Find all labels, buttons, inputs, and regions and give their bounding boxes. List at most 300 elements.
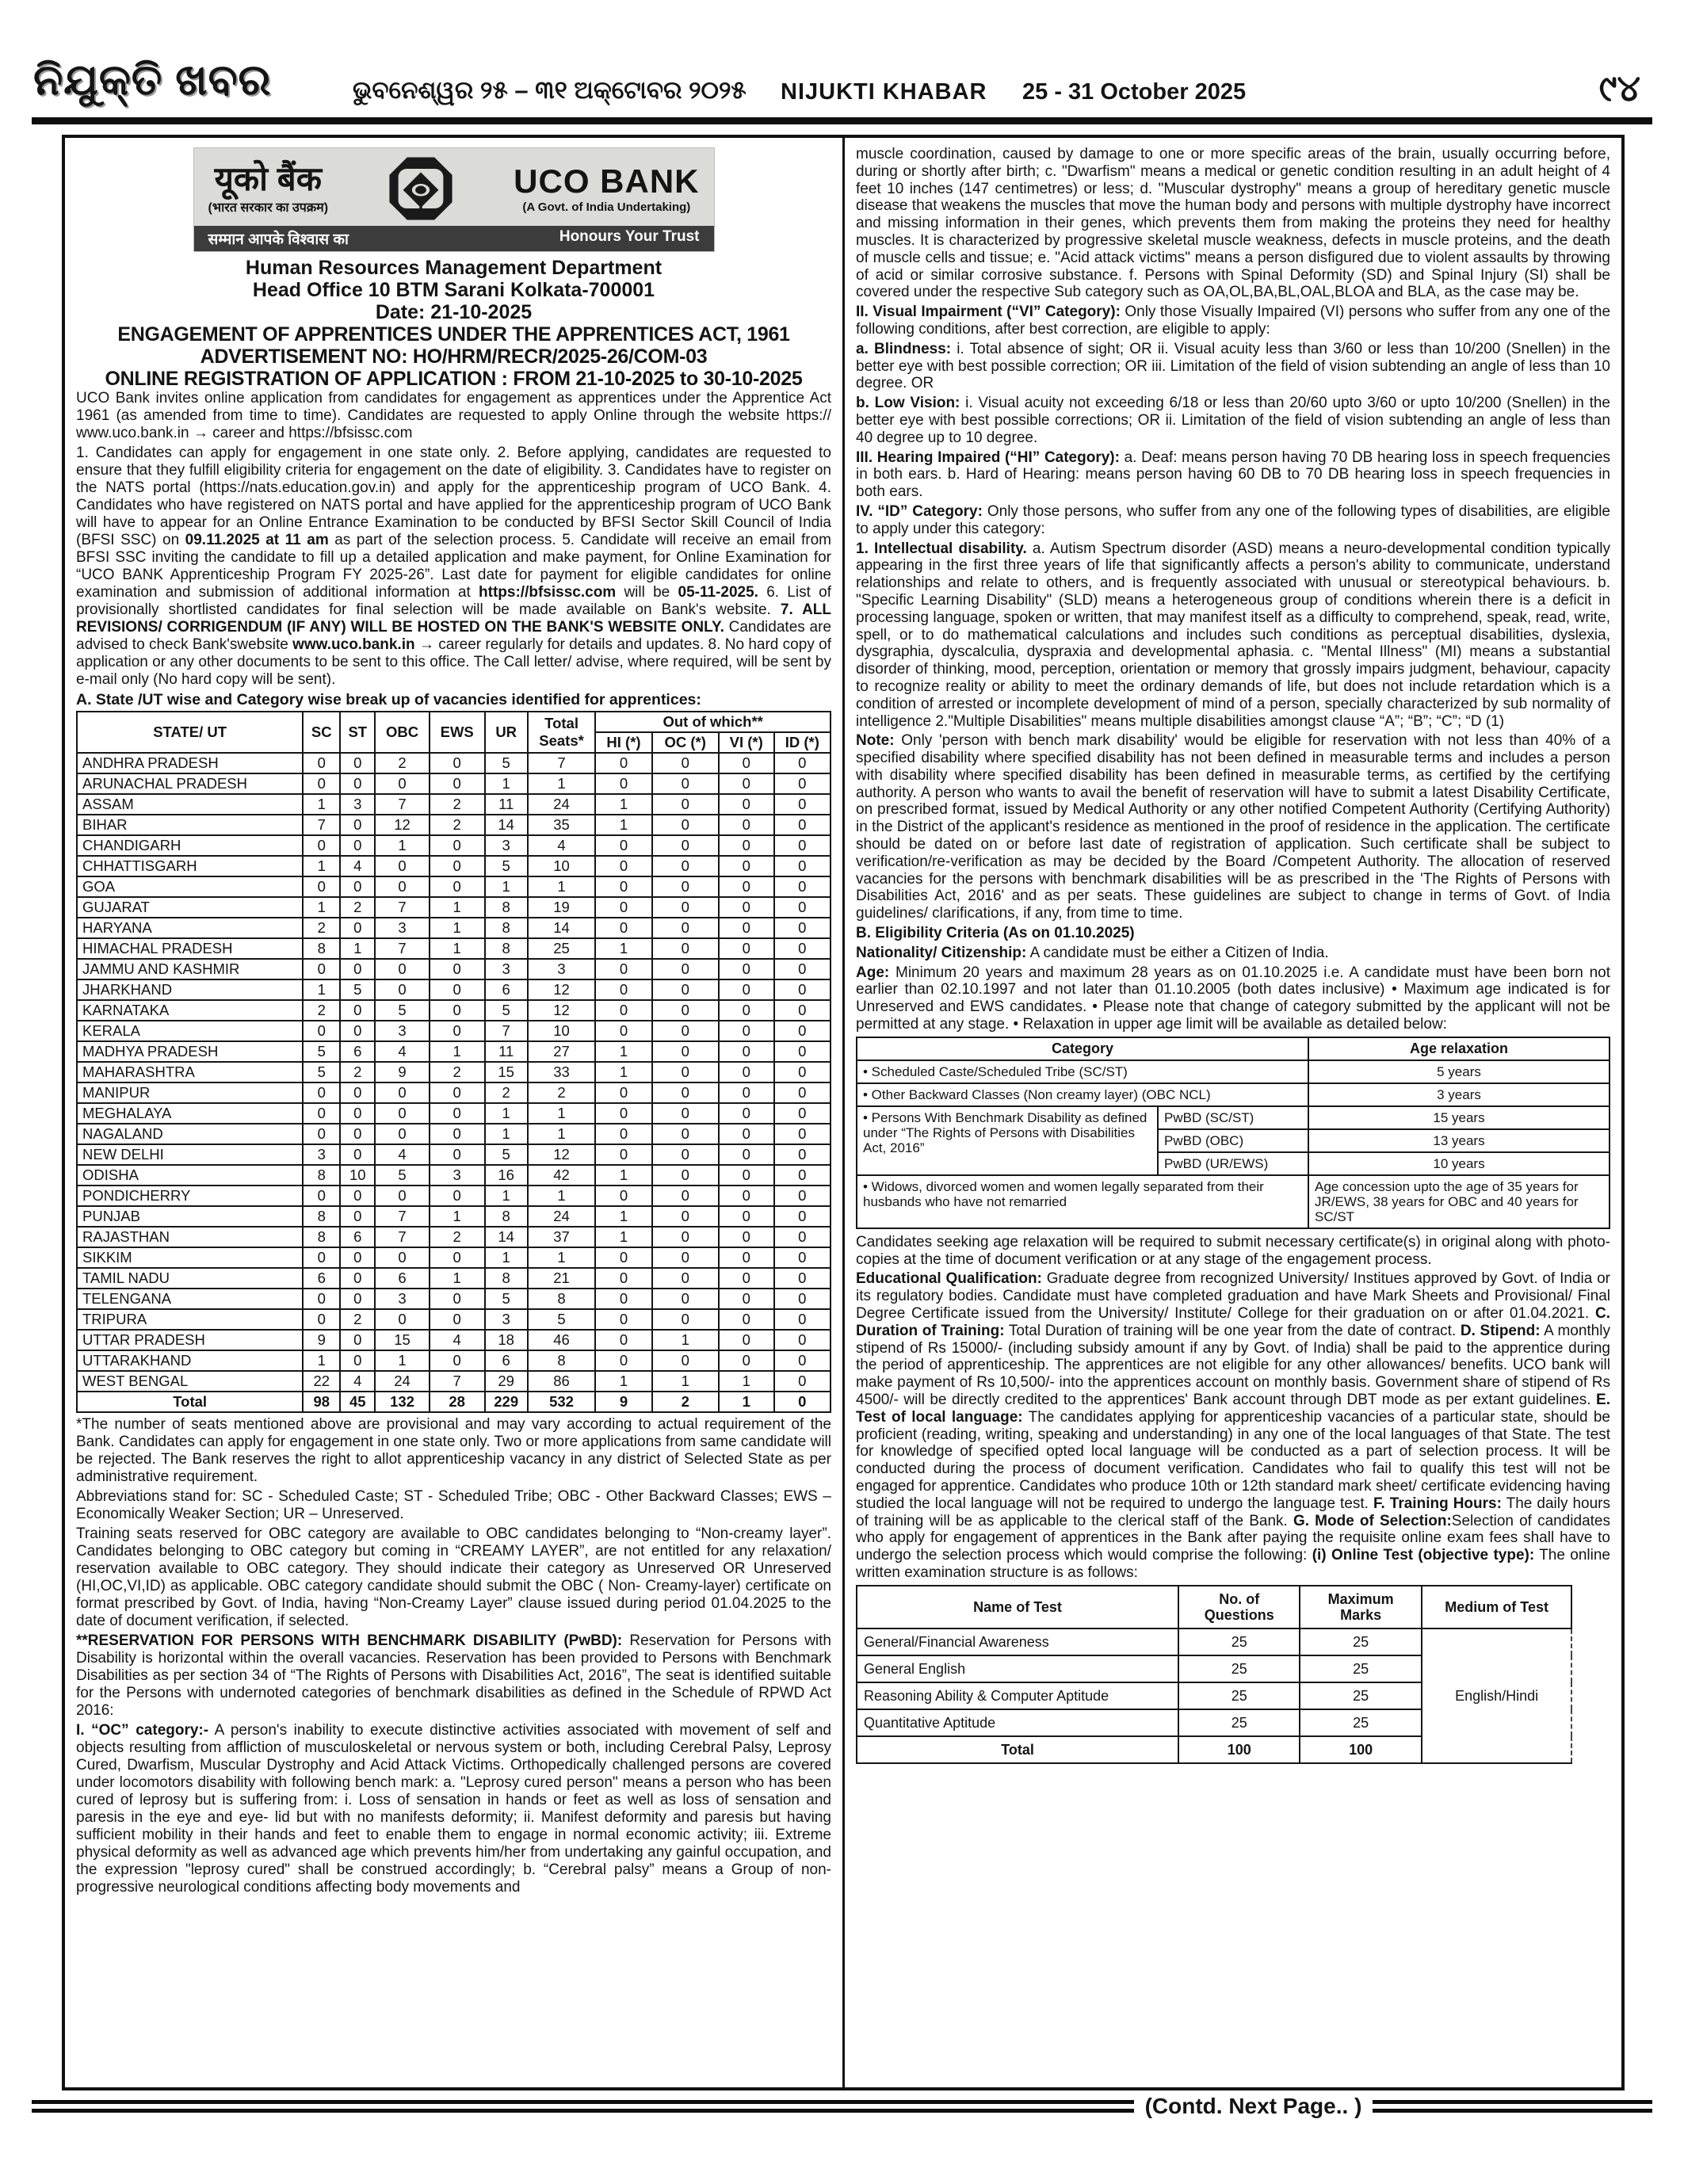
count-cell: 0 — [774, 1062, 831, 1082]
count-cell: 0 — [774, 753, 831, 773]
count-cell: 16 — [485, 1165, 528, 1186]
text-run: Candidates are advised to check Bank'swebsite — [76, 619, 831, 653]
exam-col-name: Name of Test — [857, 1586, 1178, 1628]
state-row — [77, 979, 831, 1000]
count-cell: 1 — [485, 876, 528, 897]
count-cell: 0 — [774, 1289, 831, 1309]
count-cell: 0 — [719, 835, 774, 856]
age-relaxation-note — [856, 1234, 1610, 1269]
count-cell: 0 — [719, 959, 774, 979]
count-cell: 0 — [303, 1186, 340, 1206]
header-rule — [32, 117, 1652, 124]
count-cell: 12 — [375, 815, 429, 835]
bold-run: 7. ALL REVISIONS/ CORRIGENDUM (IF ANY) WILL BE HOSTED ON THE BANK'S WEBSITE ONLY. — [76, 601, 832, 636]
count-cell: 0 — [430, 876, 485, 897]
count-cell: 0 — [303, 876, 340, 897]
count-cell: 1 — [528, 876, 596, 897]
footer-rule — [32, 2094, 1652, 2118]
count-cell: 0 — [719, 856, 774, 876]
count-cell: 0 — [375, 876, 429, 897]
count-cell: 0 — [375, 1309, 429, 1330]
text-run: Only those persons, who suffer from any one of the following types of disabilities, are eligible to apply under this category: — [856, 502, 1610, 537]
count-cell: 0 — [774, 1206, 831, 1227]
intro-paragraph — [76, 390, 831, 442]
newspaper-header — [0, 0, 1684, 127]
count-cell: 0 — [719, 1124, 774, 1144]
count-cell: 8 — [485, 897, 528, 918]
count-cell: 22 — [303, 1371, 340, 1392]
count-cell: 5 — [375, 1165, 429, 1186]
exam-total-questions: 100 — [1178, 1736, 1300, 1763]
count-cell: 0 — [774, 1103, 831, 1124]
text-run: *The number of seats mentioned above are provisional and may vary according to actual requirement of the Bank. Candidates can apply for engagement in one state only. Two or more applications from same candidate will be rejected. The Bank reserves the right to allot apprenticeship vacancy in any district of Selected State as per administrative requirement. — [76, 1416, 831, 1485]
count-cell: 12 — [528, 979, 596, 1000]
count-cell: 0 — [340, 959, 375, 979]
bold-run: I. “OC” category:- — [76, 1722, 209, 1739]
bold-run: 05-11-2025. — [678, 584, 758, 601]
count-cell: 8 — [485, 938, 528, 959]
count-cell: 0 — [719, 1227, 774, 1247]
col-header-total: Total Seats* — [528, 712, 596, 753]
count-cell: 0 — [652, 1082, 719, 1103]
count-cell: 1 — [528, 773, 596, 794]
age-row-pwbd-value-2: 10 years — [1308, 1152, 1610, 1175]
count-cell: 1 — [485, 1124, 528, 1144]
state-cell: SIKKIM — [77, 1247, 303, 1268]
state-row — [77, 1041, 831, 1062]
count-cell: 5 — [485, 753, 528, 773]
logo-hindi-block — [208, 162, 329, 216]
count-cell: 5 — [485, 1000, 528, 1021]
count-cell: 0 — [595, 918, 651, 938]
count-cell: 0 — [430, 1289, 485, 1309]
count-cell: 0 — [430, 1082, 485, 1103]
count-cell: 0 — [303, 1082, 340, 1103]
state-cell: KARNATAKA — [77, 1000, 303, 1021]
text-run: a. Deaf: means person having 70 DB hearing loss in speech frequencies in both ears. b. Hard of Hearing: means person having 60 DB to 70 DB hearing loss in speech frequencies in both ears. — [856, 449, 1610, 501]
left-column — [65, 138, 845, 2087]
count-cell: 0 — [719, 1186, 774, 1206]
count-cell: 0 — [719, 1021, 774, 1041]
state-cell: JAMMU AND KASHMIR — [77, 959, 303, 979]
text-run: → career regularly for details and updates. 8. No hard copy of application or any other documents to be sent to this office. The Call letter/ advise, where required, will be sent by e-mail only (No hard copy will be sent). — [76, 636, 831, 688]
state-row — [77, 1000, 831, 1021]
state-row — [77, 959, 831, 979]
state-row — [77, 1144, 831, 1165]
state-row — [77, 1062, 831, 1082]
count-cell: 0 — [340, 1144, 375, 1165]
count-cell: 0 — [595, 876, 651, 897]
bold-run: E. Test of local language: — [856, 1392, 1610, 1426]
state-cell: HIMACHAL PRADESH — [77, 938, 303, 959]
text-run: Only those Visually Impaired (VI) persons who suffer from any one of the following conditions, after best correction, are eligible to apply: — [856, 304, 1611, 338]
count-cell: 0 — [340, 1103, 375, 1124]
count-cell: 0 — [430, 773, 485, 794]
count-cell: 7 — [485, 1021, 528, 1041]
count-cell: 1 — [375, 835, 429, 856]
state-row — [77, 794, 831, 815]
bold-run: Nationality/ Citizenship: — [856, 944, 1027, 961]
count-cell: 0 — [430, 1186, 485, 1206]
count-cell: 15 — [375, 1330, 429, 1350]
count-cell: 10 — [528, 1021, 596, 1041]
count-cell: 0 — [652, 979, 719, 1000]
count-cell: 0 — [595, 1000, 651, 1021]
count-cell: 0 — [340, 1124, 375, 1144]
text-run: The daily hours of training will be as applicable to the clerical staff of the Bank. — [856, 1495, 1611, 1529]
count-cell: 0 — [375, 1186, 429, 1206]
count-cell: 0 — [303, 1021, 340, 1041]
count-cell: 0 — [303, 773, 340, 794]
state-cell: PONDICHERRY — [77, 1186, 303, 1206]
count-cell: 2 — [340, 897, 375, 918]
count-cell: 0 — [652, 938, 719, 959]
count-cell: 0 — [774, 1186, 831, 1206]
count-cell: 3 — [375, 1021, 429, 1041]
col-header-oc: OC (*) — [652, 732, 719, 753]
state-cell: MANIPUR — [77, 1082, 303, 1103]
count-cell: 6 — [375, 1268, 429, 1289]
state-row — [77, 1289, 831, 1309]
age-relaxation-table — [856, 1037, 1610, 1229]
count-cell: 0 — [774, 897, 831, 918]
count-cell: 0 — [595, 1124, 651, 1144]
state-cell: TRIPURA — [77, 1309, 303, 1330]
count-cell: 2 — [430, 1227, 485, 1247]
age-row-pwbd-sub-1: PwBD (OBC) — [1158, 1129, 1308, 1152]
count-cell: 1 — [719, 1371, 774, 1392]
age-row-pwbd-sub-2: PwBD (UR/EWS) — [1158, 1152, 1308, 1175]
state-cell: RAJASTHAN — [77, 1227, 303, 1247]
col-header-sc: SC — [303, 712, 340, 753]
count-cell: 0 — [303, 1247, 340, 1268]
count-cell: 1 — [595, 1041, 651, 1062]
state-cell: ASSAM — [77, 794, 303, 815]
age-row-widows-category: • Widows, divorced women and women legally separated from their husbands who have not remarried — [857, 1175, 1308, 1228]
state-cell: MAHARASHTRA — [77, 1062, 303, 1082]
count-cell: 0 — [774, 1247, 831, 1268]
state-cell: HARYANA — [77, 918, 303, 938]
state-cell: WEST BENGAL — [77, 1371, 303, 1392]
department-line: Human Resources Management Department — [245, 257, 663, 279]
count-cell: 27 — [528, 1041, 596, 1062]
count-cell: 0 — [774, 1144, 831, 1165]
count-cell: 0 — [375, 1247, 429, 1268]
text-run: A person's inability to execute distinctive activities associated with movement of self and objects resulting from affliction of musculoskeletal or nervous system or both, including Cerebral Palsy, Leprosy Cured, Dwarfism, Muscular Dystrophy and Acid Attack Victims. Orthopedically challenged persons are covered under locomotors disability with following bench mark: a. "Leprosy cured person" means a person who has been cured of leprosy but is suffering from: i. Loss of sensation in hands or feet as well as loss of sensation and paresis in the eye and eye- lid but with no manifests deformity; ii. Manifest deformity and paresis but having sufficient mobility in their hands and feet to enable them to engage in normal economic activity; iii. Extreme physical deformity as well as advanced age which prevents him/her from undertaking any gainful occupation, and the expression "leprosy cured" shall be construed accordingly; b. “Cerebral palsy” means a Group of non-progressive neurological conditions affecting body movements and — [76, 1722, 831, 1896]
col-header-ur: UR — [485, 712, 528, 753]
count-cell: 12 — [528, 1144, 596, 1165]
state-cell: MADHYA PRADESH — [77, 1041, 303, 1062]
count-cell: 4 — [375, 1144, 429, 1165]
count-cell: 0 — [774, 1268, 831, 1289]
count-cell: 0 — [774, 1082, 831, 1103]
count-cell: 0 — [719, 897, 774, 918]
right-column — [845, 138, 1621, 2087]
count-cell: 0 — [375, 773, 429, 794]
bold-run: **RESERVATION FOR PERSONS WITH BENCHMARK DISABILITY (PwBD): — [76, 1632, 623, 1649]
hearing-impaired-paragraph — [856, 449, 1610, 501]
age-row-pwbd-sub-0: PwBD (SC/ST) — [1158, 1106, 1308, 1129]
state-row — [77, 1165, 831, 1186]
count-cell: 0 — [719, 1330, 774, 1350]
count-cell: 0 — [774, 1124, 831, 1144]
text-run: i. Total absence of sight; OR ii. Visual acuity less than 3/60 or less than 10/200 (Snellen) in the better eye with best possible correction; OR iii. Limitation of the field of vision subtending an angle of less than 10 degree. OR — [856, 340, 1611, 392]
text-run: 6. List of provisionally shortlisted candidates for final selection will be made available on Bank's website. — [76, 584, 831, 618]
count-cell: 6 — [340, 1227, 375, 1247]
state-cell: CHANDIGARH — [77, 835, 303, 856]
count-cell: 1 — [430, 897, 485, 918]
text-run: Minimum 20 years and maximum 28 years as on 01.10.2025 i.e. A candidate must have been born not earlier than 02.10.1997 and not later than 01.10.2005 (both dates inclusive) • Maximum age indicated is for Unreserved and EWS candidates. • Please note that change of category submitted by the applicant will not be permitted at any stage. • Relaxation in upper age limit will be available as detailed below: — [856, 964, 1610, 1033]
count-cell: 0 — [340, 1021, 375, 1041]
count-cell: 0 — [652, 1309, 719, 1330]
count-cell: 0 — [652, 856, 719, 876]
count-cell: 0 — [774, 979, 831, 1000]
count-cell: 6 — [303, 1268, 340, 1289]
count-cell: 0 — [774, 1330, 831, 1350]
count-cell: 0 — [375, 959, 429, 979]
count-cell: 1 — [595, 1165, 651, 1186]
count-cell: 0 — [595, 1103, 651, 1124]
count-cell: 0 — [430, 979, 485, 1000]
exam-row-3-marks: 25 — [1300, 1709, 1421, 1736]
state-row — [77, 897, 831, 918]
count-cell: 0 — [774, 938, 831, 959]
ad-title: ENGAGEMENT OF APPRENTICES UNDER THE APPRENTICES ACT, 1961 — [117, 323, 790, 346]
count-cell: 1 — [340, 938, 375, 959]
col-header-out-of-which: Out of which** — [595, 712, 831, 732]
count-cell: 0 — [340, 1268, 375, 1289]
count-cell: 0 — [652, 1144, 719, 1165]
state-row — [77, 1309, 831, 1330]
exam-row-1-marks: 25 — [1300, 1655, 1421, 1682]
count-cell: 0 — [774, 918, 831, 938]
count-cell: 7 — [303, 815, 340, 835]
count-cell: 14 — [485, 1227, 528, 1247]
count-cell: 0 — [774, 959, 831, 979]
count-cell: 4 — [340, 1371, 375, 1392]
logo-strip — [194, 226, 714, 251]
count-cell: 0 — [774, 1000, 831, 1021]
note-seats — [76, 1416, 831, 1486]
state-row — [77, 856, 831, 876]
state-row — [77, 815, 831, 835]
count-cell: 1 — [430, 1268, 485, 1289]
count-cell: 0 — [652, 1103, 719, 1124]
count-cell: 24 — [528, 794, 596, 815]
count-cell: 2 — [340, 1062, 375, 1082]
count-cell: 6 — [485, 1350, 528, 1371]
exam-row-1-questions: 25 — [1178, 1655, 1300, 1682]
count-cell: 0 — [340, 1330, 375, 1350]
exam-row-0-questions: 25 — [1178, 1628, 1300, 1655]
count-cell: 0 — [719, 1268, 774, 1289]
col-header-id: ID (*) — [774, 732, 831, 753]
col-header-hi: HI (*) — [595, 732, 651, 753]
exam-row-0-marks: 25 — [1300, 1628, 1421, 1655]
count-cell: 0 — [340, 1082, 375, 1103]
count-cell: 3 — [340, 794, 375, 815]
bold-run: 1. Intellectual disability. — [856, 540, 1027, 557]
state-row — [77, 938, 831, 959]
text-run: Abbreviations stand for: SC - Scheduled Caste; ST - Scheduled Tribe; OBC - Other Backward Classes; EWS – Economically Weaker Section; UR – Unreserved. — [76, 1488, 831, 1522]
exam-row-2-marks: 25 — [1300, 1682, 1421, 1709]
count-cell: 1 — [485, 1186, 528, 1206]
count-cell: 8 — [528, 1350, 596, 1371]
count-cell: 3 — [528, 959, 596, 979]
uco-bank-logo-box — [193, 147, 715, 252]
count-cell: 11 — [485, 1041, 528, 1062]
footer-bar-bottom — [32, 2109, 1652, 2113]
count-cell: 0 — [340, 835, 375, 856]
state-row — [77, 1227, 831, 1247]
count-cell: 5 — [485, 856, 528, 876]
state-cell: UTTAR PRADESH — [77, 1330, 303, 1350]
text-run: Only 'person with bench mark disability' would be eligible for reservation with not less than 40% of a specified disability where specified disability has not been defined in measurable terms and includes a person with disability where specified disability has been defined in measurable terms, as certified by the certifying authority. A person who wants to avail the benefit of reservation will have to submit a latest Disability Certificate, on prescribed format, issued by Medical Authority or any other notified Competent Authority (Certifying Authority) in the District of the applicant's residence as mentioned in the proof of residence in the application. The certificate should be dated on or before last date of registration of application. Such certificate shall be subject to verification/re-verification as may be decided by the Board /Competent Authority. The allocation of reserved vacancies for the persons with benchmark disabilities will be as prescribed in the 'The Rights of Persons with Disabilities Act, 2016' and as per seats. These guidelines are subject to change in terms of Govt. of India guidelines/ clarifications, if any, from time to time. — [856, 732, 1610, 922]
count-cell: 0 — [774, 1309, 831, 1330]
state-row — [77, 835, 831, 856]
count-cell: 8 — [303, 1227, 340, 1247]
count-cell: 0 — [774, 1392, 831, 1412]
col-header-st: ST — [340, 712, 375, 753]
count-cell: 7 — [375, 897, 429, 918]
age-row-widows-value: Age concession upto the age of 35 years for JR/EWS, 38 years for OBC and 40 years for SC/ST — [1308, 1175, 1610, 1228]
state-cell: BIHAR — [77, 815, 303, 835]
state-cell: PUNJAB — [77, 1206, 303, 1227]
count-cell: 2 — [303, 1000, 340, 1021]
count-cell: 2 — [340, 1309, 375, 1330]
count-cell: 1 — [595, 794, 651, 815]
note-oc-category — [76, 1722, 831, 1896]
count-cell: 14 — [485, 815, 528, 835]
count-cell: 5 — [303, 1062, 340, 1082]
text-run: as part of the selection process. 5. Candidate will receive an email from BFSI SSC inviting the candidate to fill up a detailed application and make payment, for Online Examination for “UCO BANK Apprenticeship Program FY 2025-26”. Last date for payment for eligible candidates for online examination and submission of additional information at — [76, 532, 832, 601]
count-cell: 3 — [375, 1289, 429, 1309]
text-run: A monthly stipend of Rs 15000/- (including subsidy amount if any by Govt. of India) shall be paid to the apprentice during the period of apprenticeship. The apprentices are not eligible for any other allowances/ benefits. UCO bank will make payment of Rs 10,500/- into the apprentices account on monthly basis. Government share of stipend of Rs 4500/- will be directly credited to the apprentices' Bank account through DBT mode as per extant guidelines. — [856, 1322, 1610, 1409]
text-run: Reservation for Persons with Disability is horizontal within the overall vacancies. Reservation has been provided to Persons with Benchmark Disabilities as per section 34 of “The Rights of Persons with Disabilities Act, 2016”, The seat is identified suitable for the Persons with undernoted categories of benchmark disabilities as defined in the Schedule of RPWD Act 2016: — [76, 1632, 832, 1719]
count-cell: 0 — [375, 1082, 429, 1103]
count-cell: 0 — [652, 1350, 719, 1371]
count-cell: 0 — [595, 773, 651, 794]
count-cell: 37 — [528, 1227, 596, 1247]
count-cell: 0 — [652, 1124, 719, 1144]
ad-number: ADVERTISEMENT NO: HO/HRM/RECR/2025-26/COM-03 — [200, 346, 708, 368]
count-cell: 0 — [652, 1268, 719, 1289]
count-cell: 18 — [485, 1330, 528, 1350]
count-cell: 0 — [595, 1309, 651, 1330]
bank-name-english: UCO BANK — [514, 162, 700, 200]
bold-run: B. Eligibility Criteria (As on 01.10.2025) — [856, 925, 1135, 942]
count-cell: 0 — [719, 918, 774, 938]
page-number: ୯୪ — [1598, 67, 1640, 109]
count-cell: 0 — [595, 856, 651, 876]
state-row — [77, 1371, 831, 1392]
count-cell: 8 — [303, 1165, 340, 1186]
eligibility-criteria-heading — [856, 925, 1610, 942]
count-cell: 42 — [528, 1165, 596, 1186]
count-cell: 1 — [430, 918, 485, 938]
exam-row-3-questions: 25 — [1178, 1709, 1300, 1736]
count-cell: 3 — [375, 918, 429, 938]
state-cell: NAGALAND — [77, 1124, 303, 1144]
state-row — [77, 1186, 831, 1206]
count-cell: 0 — [340, 876, 375, 897]
count-cell: 0 — [719, 815, 774, 835]
text-run: A candidate must be either a Citizen of India. — [1026, 944, 1329, 961]
text-run: Candidates seeking age relaxation will be required to submit necessary certificate(s) in original along with photo- copies at the time of document verification or at any stage of the engagement process. — [856, 1233, 1610, 1268]
count-cell: 4 — [430, 1330, 485, 1350]
count-cell: 25 — [528, 938, 596, 959]
count-cell: 0 — [719, 1350, 774, 1371]
continued-next-page: (Contd. Next Page.. ) — [1134, 2094, 1373, 2119]
count-cell: 12 — [528, 1000, 596, 1021]
state-cell: ODISHA — [77, 1165, 303, 1186]
count-cell: 1 — [303, 897, 340, 918]
count-cell: 35 — [528, 815, 596, 835]
count-cell: 0 — [719, 1041, 774, 1062]
count-cell: 0 — [375, 1124, 429, 1144]
visual-impairment-paragraph — [856, 304, 1610, 338]
count-cell: 0 — [430, 1247, 485, 1268]
count-cell: 10 — [528, 856, 596, 876]
count-cell: 0 — [719, 1247, 774, 1268]
count-cell: 2 — [485, 1082, 528, 1103]
count-cell: 14 — [528, 918, 596, 938]
count-cell: 1 — [303, 856, 340, 876]
office-line: Head Office 10 BTM Sarani Kolkata-700001 — [252, 279, 655, 301]
state-cell: Total — [77, 1392, 303, 1412]
age-row-pwbd-value-1: 13 years — [1308, 1129, 1610, 1152]
count-cell: 1 — [485, 1247, 528, 1268]
count-cell: 0 — [652, 1206, 719, 1227]
count-cell: 0 — [595, 1082, 651, 1103]
count-cell: 1 — [528, 1124, 596, 1144]
blindness-paragraph — [856, 341, 1610, 392]
bank-tagline-english: (A Govt. of India Undertaking) — [522, 200, 691, 214]
count-cell: 0 — [340, 1186, 375, 1206]
count-cell: 0 — [652, 835, 719, 856]
count-cell: 0 — [774, 1165, 831, 1186]
intellectual-disability-paragraph — [856, 540, 1610, 731]
count-cell: 1 — [595, 1371, 651, 1392]
count-cell: 0 — [595, 1268, 651, 1289]
count-cell: 2 — [430, 794, 485, 815]
count-cell: 0 — [340, 1206, 375, 1227]
count-cell: 0 — [719, 1165, 774, 1186]
nationality-paragraph — [856, 945, 1610, 962]
count-cell: 2 — [430, 815, 485, 835]
count-cell: 0 — [430, 856, 485, 876]
bold-run: https://bfsissc.com — [479, 584, 617, 601]
state-row — [77, 1103, 831, 1124]
age-row-pwbd-value-0: 15 years — [1308, 1106, 1610, 1129]
state-cell: JHARKHAND — [77, 979, 303, 1000]
count-cell: 24 — [528, 1206, 596, 1227]
count-cell: 0 — [719, 753, 774, 773]
count-cell: 0 — [652, 1227, 719, 1247]
count-cell: 0 — [652, 815, 719, 835]
bold-run: Educational Qualification: — [856, 1270, 1042, 1288]
count-cell: 0 — [774, 1350, 831, 1371]
count-cell: 6 — [485, 979, 528, 1000]
count-cell: 98 — [303, 1392, 340, 1412]
text-run: a. Autism Spectrum disorder (ASD) means a neuro-developmental condition typically appearing in the first three years of life that significantly affects a person's ability to communicate, understand relationships and relate to others, and is frequently associated with unusual or stereotypical behaviours. b. "Specific Learning Disability" (SLD) means a heterogeneous group of conditions wherein there is a deficit in processing language, spoken or written, that may manifest itself as a difficulty to comprehend, speak, read, write, spell, or to do mathematical calculations and includes such conditions as perceptual disabilities, dyslexia, dysgraphia, dyscalculia, dyspraxia and developmental aphasia. c. "Mental Illness" (MI) means a substantial disorder of thinking, mood, perception, orientation or memory that grossly impairs judgment, behaviour, capacity to recognize reality or ability to meet the ordinary demands of life, but does not include retardation which is a condition of arrested or incomplete development of mind of a person, specially characterized by sub normality of intelligence 2."Multiple Disabilities" means multiple disabilities amongst clause “A”; “B”; “C”; “D (1) — [856, 540, 1610, 730]
count-cell: 0 — [774, 1371, 831, 1392]
count-cell: 0 — [719, 876, 774, 897]
count-cell: 0 — [430, 1103, 485, 1124]
count-cell: 0 — [430, 1124, 485, 1144]
count-cell: 0 — [303, 1124, 340, 1144]
count-cell: 29 — [485, 1371, 528, 1392]
